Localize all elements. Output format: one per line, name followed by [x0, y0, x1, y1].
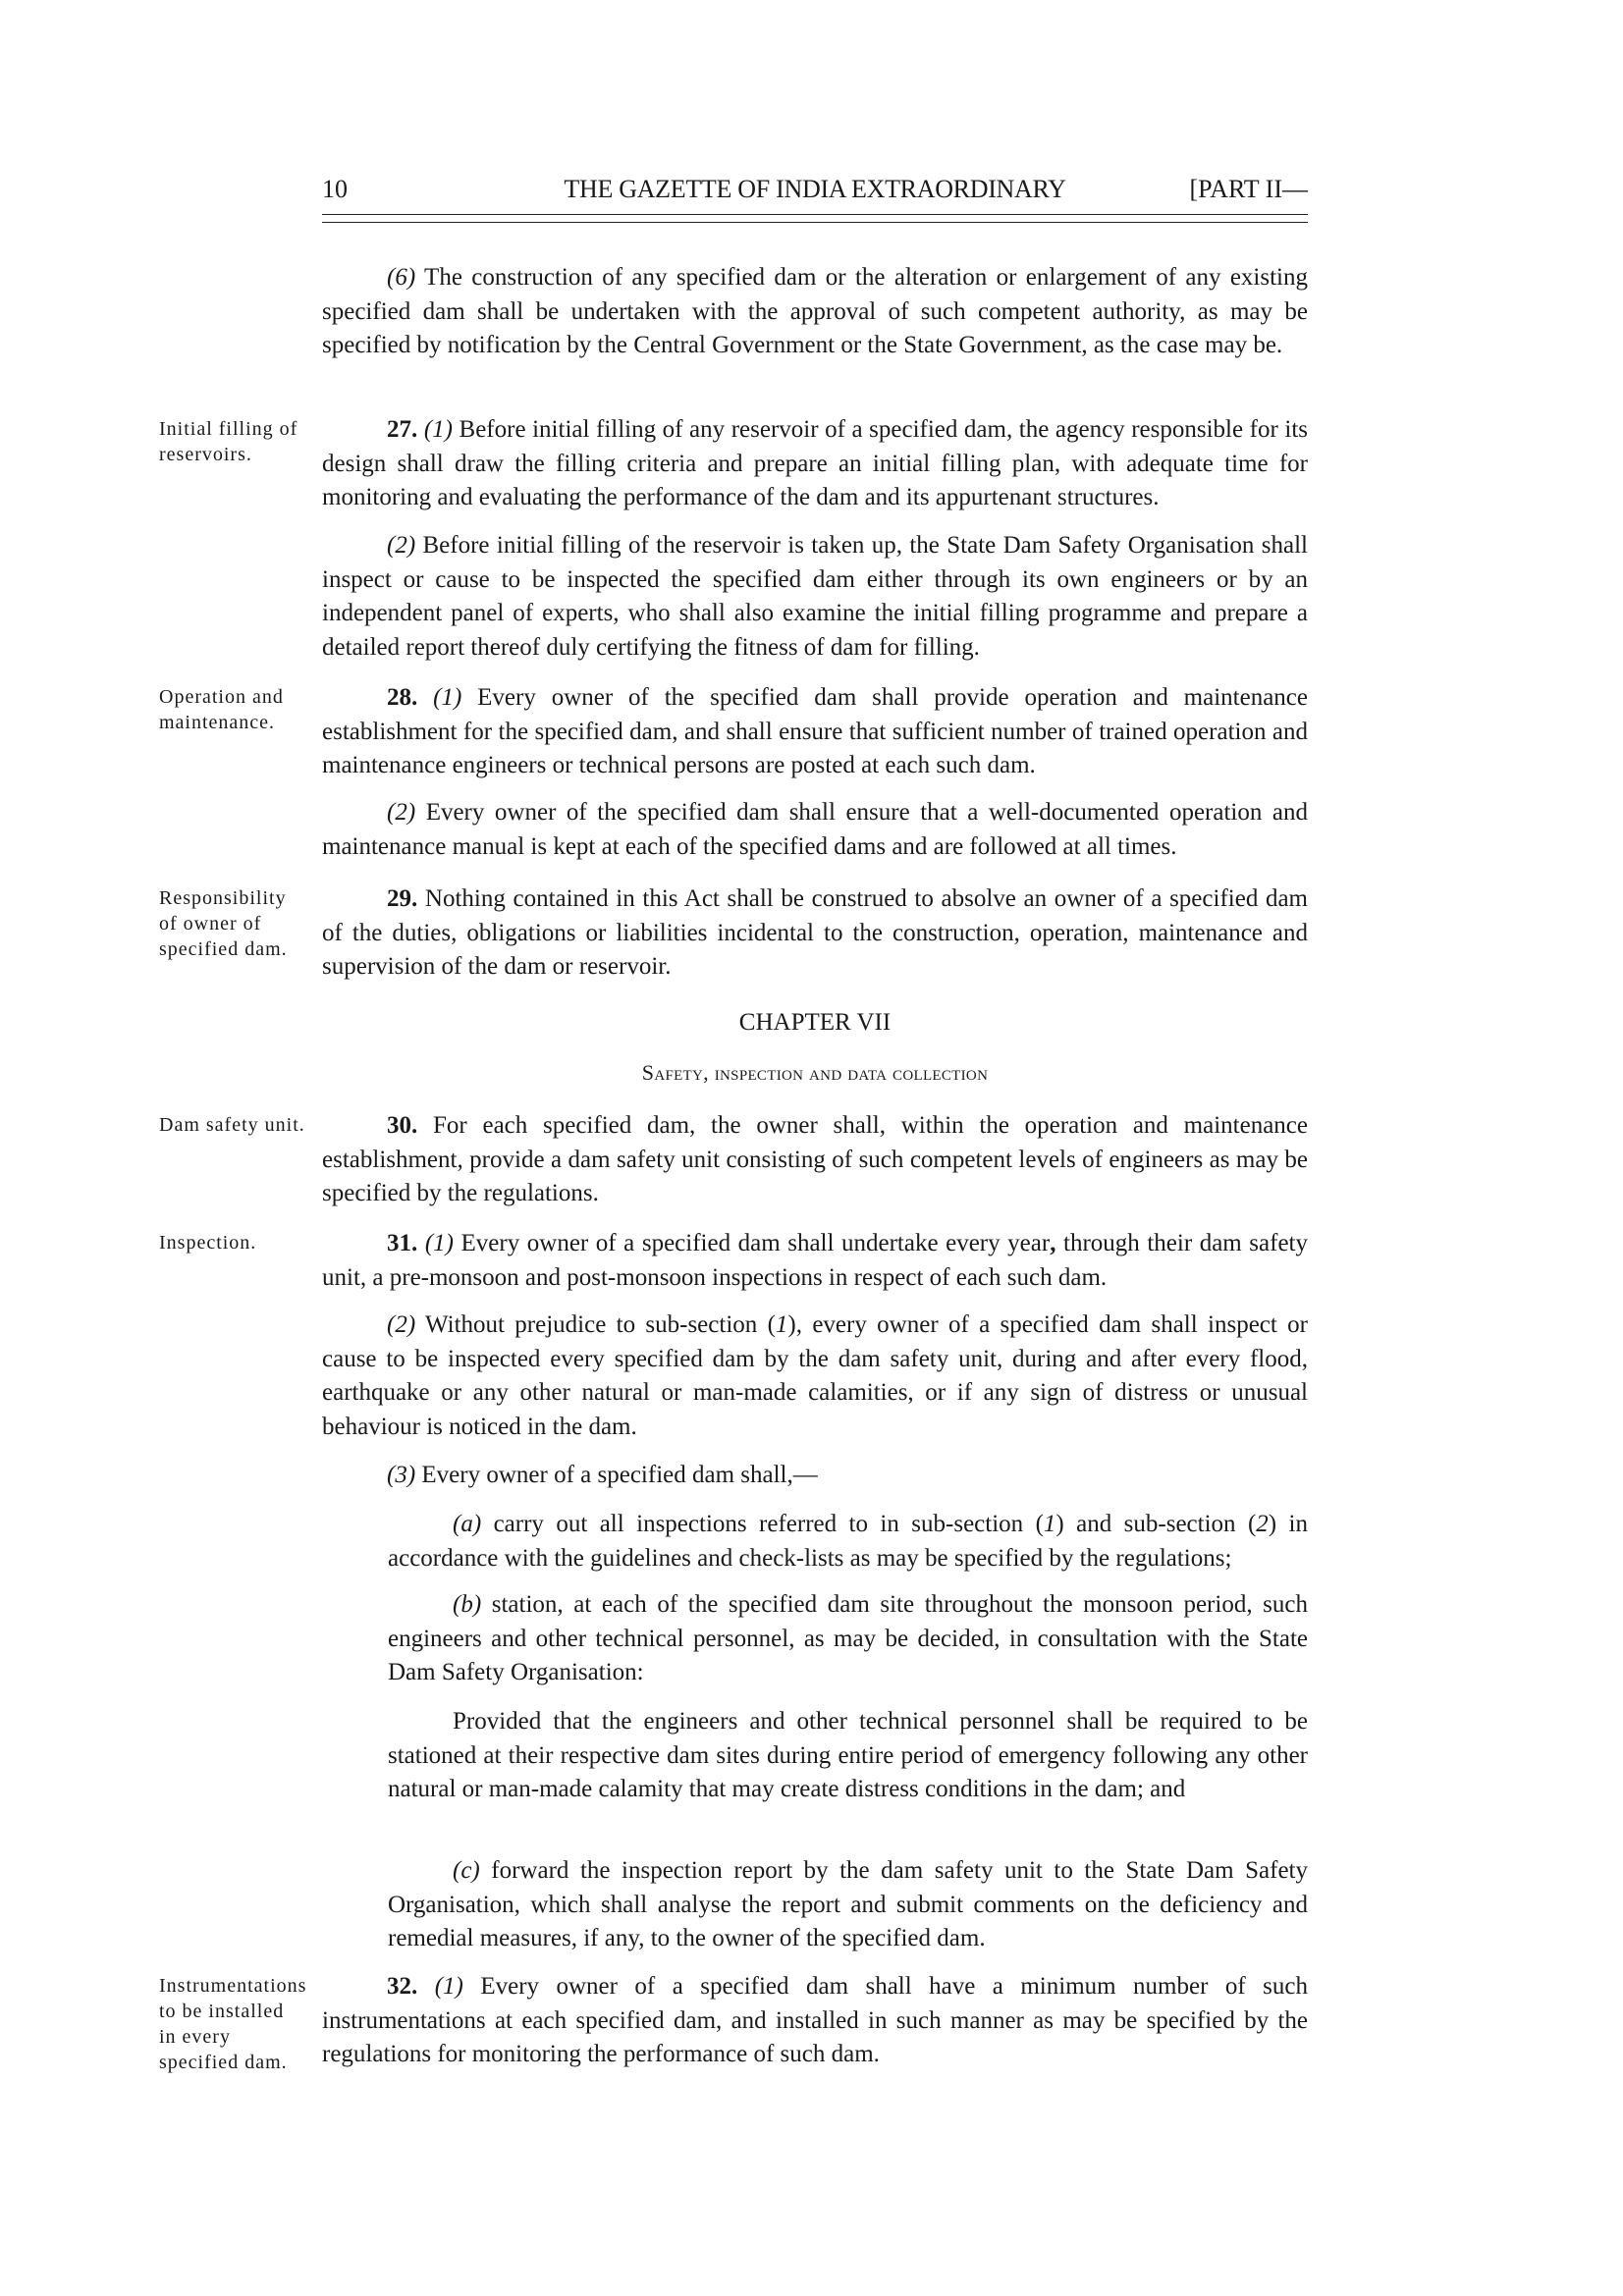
section-31-3-b: (b) station, at each of the specified dam site throughout the monsoon period, such engineers and other technical personnel, as may be decided, in consultation with the State Dam Safety Organisation: — [388, 1591, 1308, 1685]
section-29: 29. Nothing contained in this Act shall be construed to absolve an owner of a specified dam of the duties, obligations or liabilities incidental to the construction, operation, maintenance and supervision of the dam or reservoir. — [322, 885, 1308, 980]
section-27-2: (2) Before initial filling of the reservoir is taken up, the State Dam Safety Organisation shall inspect or cause to be inspected the specified dam either through its own engineers or by an independent panel of experts, who shall also examine the initial filling programme and prepare a detailed report thereof duly certifying the fitness of dam for filling. — [322, 532, 1308, 661]
margin-note-instrumentations: Instrumentations to be installed in every specified dam. — [159, 1975, 307, 2073]
margin-note-responsibility: Responsibility of owner of specified dam. — [159, 887, 288, 960]
header-rule-bottom — [322, 222, 1308, 223]
section-30: 30. For each specified dam, the owner shall, within the operation and maintenance establishment, provide a dam safety unit consisting of such competent levels of engineers as may be specified by the regulations. — [322, 1112, 1308, 1206]
chapter-subtitle: Safety, inspection and data collection — [641, 1060, 989, 1085]
page-header — [322, 175, 1308, 204]
margin-note-initial-filling: Initial filling of reservoirs. — [159, 418, 298, 465]
section-31-3-a: (a) carry out all inspections referred to in sub-section (1) and sub-section (2) in accordance with the guidelines and check-lists as may be specified by the regulations; — [388, 1511, 1308, 1572]
page-number: 10 — [322, 175, 348, 203]
header-rule-top — [322, 214, 1308, 215]
section-28-2: (2) Every owner of the specified dam shall ensure that a well-documented operation and maintenance manual is kept at each of the specified dams and are followed at all times. — [322, 799, 1308, 860]
part-label: [PART II— — [1189, 175, 1308, 203]
section-31-1: 31. (1) Every owner of a specified dam shall undertake every year, through their dam safety unit, a pre-monsoon and post-monsoon inspections in respect of each such dam. — [322, 1230, 1308, 1291]
section-31-3-c: (c) forward the inspection report by the dam safety unit to the State Dam Safety Organisation, which shall analyse the report and submit comments on the deficiency and remedial measures, if any, to the owner of the specified dam. — [388, 1857, 1308, 1951]
margin-note-operation: Operation and maintenance. — [159, 686, 284, 733]
section-32-1: 32. (1) Every owner of a specified dam shall have a minimum number of such instrumentations at each specified dam, and installed in such manner as may be specified by the regulations for monitoring the performance of such dam. — [322, 1973, 1308, 2067]
section-28-1: 28. (1) Every owner of the specified dam shall provide operation and maintenance establishment for the specified dam, and shall ensure that sufficient number of trained operation and maintenance engineers or technical persons are posted at each such dam. — [322, 684, 1308, 778]
margin-note-inspection: Inspection. — [159, 1232, 257, 1254]
section-31-proviso: Provided that the engineers and other technical personnel shall be required to be stationed at their respective dam sites during entire period of emergency following any other natural or man-made calamity that may create distress conditions in the dam; and — [388, 1708, 1308, 1802]
gazette-title: THE GAZETTE OF INDIA EXTRAORDINARY — [564, 175, 1066, 203]
section-27-1: 27. (1) Before initial filling of any reservoir of a specified dam, the agency responsible for its design shall draw the filling criteria and prepare an initial filling plan, with adequate time for monitoring and evaluating the performance of the dam and its appurtenant structures. — [322, 416, 1308, 510]
section-31-2: (2) Without prejudice to sub-section (1), every owner of a specified dam shall inspect or cause to be inspected every specified dam by the dam safety unit, during and after every flood, earthquake or any other natural or man-made calamities, or if any sign of distress or unusual behaviour is noticed in the dam. — [322, 1311, 1308, 1440]
margin-note-dam-safety-unit: Dam safety unit. — [159, 1114, 305, 1136]
section-31-3: (3) Every owner of a specified dam shall,— — [387, 1462, 818, 1488]
chapter-title: CHAPTER VII — [738, 1009, 892, 1036]
paragraph-6: (6) The construction of any specified dam or the alteration or enlargement of any existing specified dam shall be undertaken with the approval of such competent authority, as may be specified by notification by the Central Government or the State Government, as the case may be. — [322, 264, 1308, 358]
